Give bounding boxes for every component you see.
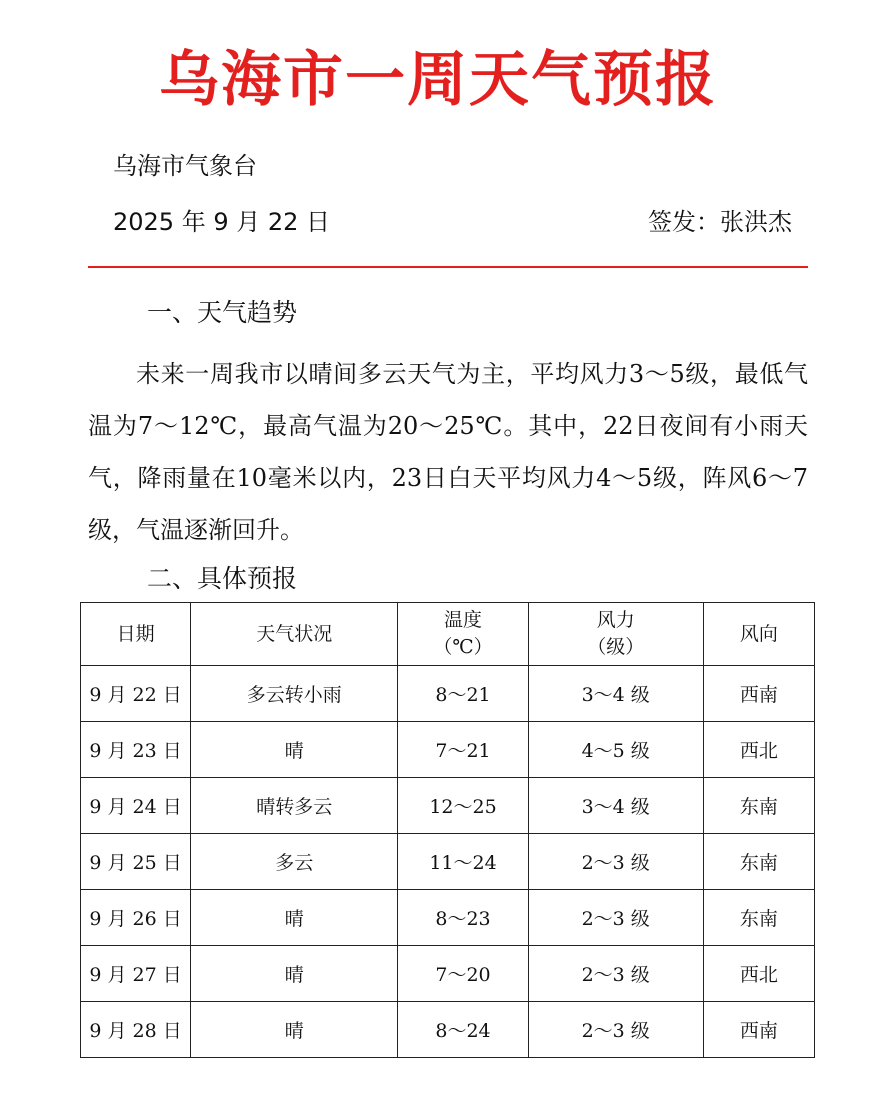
page-title: 乌海市一周天气预报 [159,45,717,115]
table-row [81,890,815,946]
cell-temperature: 8～21 [398,666,528,722]
cell-temperature: 7～21 [398,722,528,778]
header-wind-label: 风力 [596,609,635,631]
issuer-name: 乌海市气象台 [113,152,257,180]
cell-wind: 4～5 级 [528,722,703,778]
header-wind-unit: （级） [587,636,645,658]
cell-direction: 西北 [703,946,814,1002]
cell-temperature: 8～23 [398,890,528,946]
table-row [81,778,815,834]
cell-temperature: 7～20 [398,946,528,1002]
cell-date: 9 月 25 日 [81,834,191,890]
cell-date: 9 月 28 日 [81,1002,191,1058]
cell-direction: 西北 [703,722,814,778]
cell-direction: 东南 [703,834,814,890]
header-wind [528,603,703,666]
cell-weather: 晴转多云 [191,778,398,834]
table-row [81,666,815,722]
cell-temperature: 8～24 [398,1002,528,1058]
cell-date: 9 月 26 日 [81,890,191,946]
table-row [81,834,815,890]
cell-weather: 晴 [191,946,398,1002]
cell-wind: 2～3 级 [528,834,703,890]
header-direction: 风向 [703,603,814,666]
issue-date: 2025 年 9 月 22 日 [113,208,331,236]
header-weather: 天气状况 [191,603,398,666]
signer: 签发：张洪杰 [648,208,792,236]
cell-weather: 多云 [191,834,398,890]
forecast-table [80,602,815,1058]
section-heading-forecast: 二、具体预报 [147,564,298,593]
table-row [81,722,815,778]
cell-direction: 西南 [703,1002,814,1058]
cell-wind: 2～3 级 [528,1002,703,1058]
header-divider [88,266,808,268]
cell-direction: 西南 [703,666,814,722]
cell-date: 9 月 27 日 [81,946,191,1002]
cell-temperature: 11～24 [398,834,528,890]
header-date: 日期 [81,603,191,666]
cell-wind: 3～4 级 [528,778,703,834]
table-header-row [81,603,815,666]
cell-temperature: 12～25 [398,778,528,834]
table-row [81,1002,815,1058]
cell-date: 9 月 24 日 [81,778,191,834]
cell-wind: 2～3 级 [528,890,703,946]
cell-weather: 晴 [191,890,398,946]
table-row [81,946,815,1002]
cell-wind: 3～4 级 [528,666,703,722]
header-temperature-label: 温度 [444,609,483,631]
trend-paragraph: 未来一周我市以晴间多云天气为主，平均风力3～5级，最低气温为7～12℃，最高气温为20～25℃。其中，22日夜间有小雨天气，降雨量在10毫米以内，23日白天平均风力4～5级，阵风6～7级，气温逐渐回升。 [88,360,808,544]
section-heading-trend: 一、天气趋势 [147,298,298,327]
header-temperature-unit: （℃） [433,636,493,658]
cell-direction: 东南 [703,778,814,834]
cell-direction: 东南 [703,890,814,946]
cell-wind: 2～3 级 [528,946,703,1002]
header-temperature [398,603,528,666]
cell-weather: 晴 [191,1002,398,1058]
cell-weather: 晴 [191,722,398,778]
cell-date: 9 月 23 日 [81,722,191,778]
cell-date: 9 月 22 日 [81,666,191,722]
cell-weather: 多云转小雨 [191,666,398,722]
